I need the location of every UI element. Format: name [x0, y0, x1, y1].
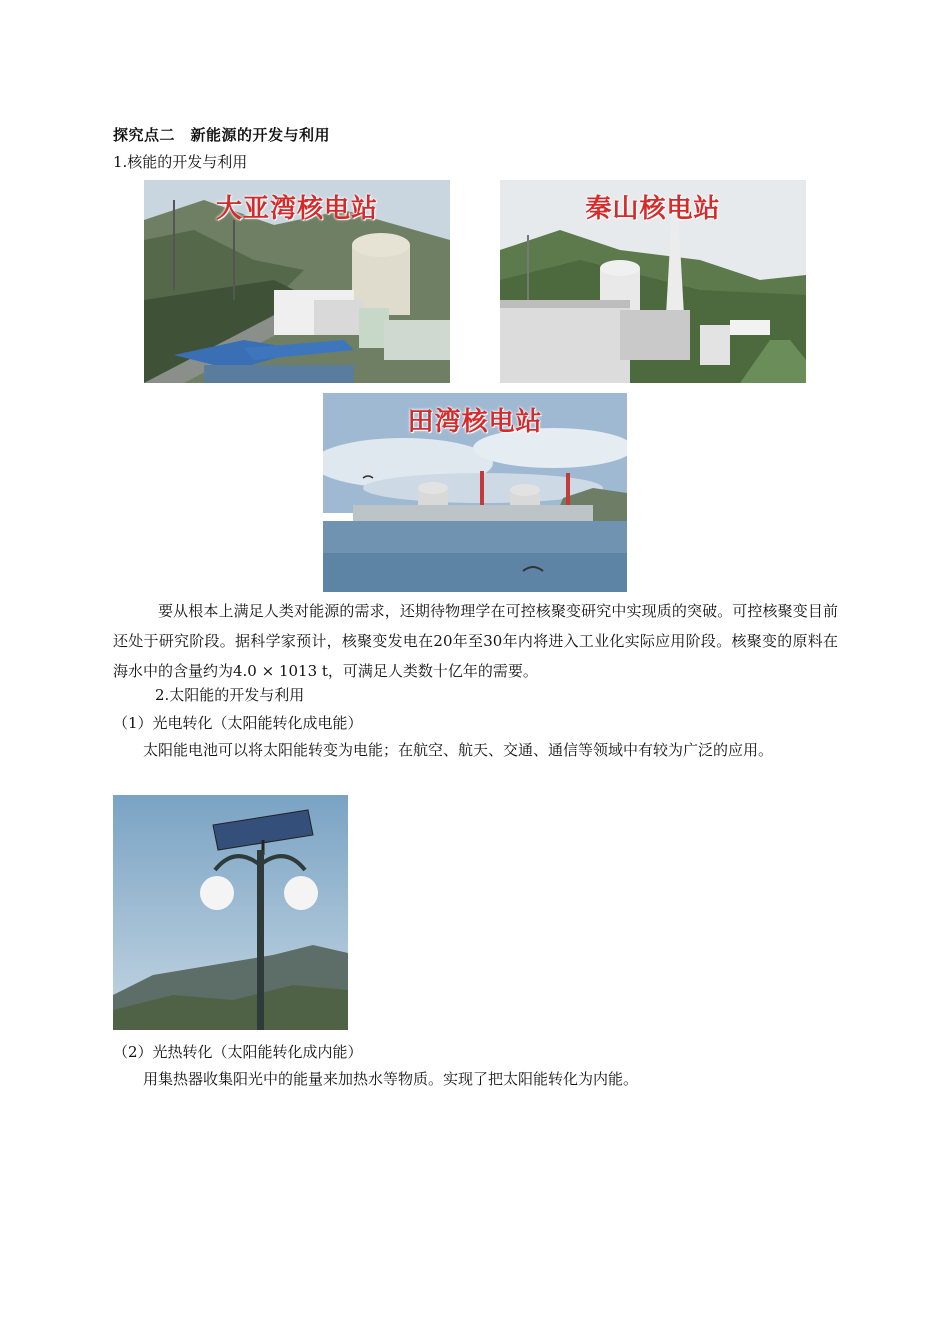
solar-subheading: 2.太阳能的开发与利用 [155, 686, 305, 704]
tianwan-caption: 田湾核电站 [407, 407, 543, 437]
photothermal-paragraph: 用集热器收集阳光中的能量来加热水等物质。实现了把太阳能转化为内能。 [143, 1070, 639, 1088]
solar-lamp-photo [113, 795, 348, 1030]
photovoltaic-title: （1）光电转化（太阳能转化成电能） [113, 714, 363, 732]
tianwan-photo [323, 393, 627, 592]
nuclear-subheading: 1.核能的开发与利用 [113, 153, 248, 171]
qinshan-caption: 秦山核电站 [585, 194, 721, 224]
nuclear-paragraph: 要从根本上满足人类对能源的需求，还期待物理学在可控核聚变研究中实现质的突破。可控核聚变目前还处于研究阶段。据科学家预计，核聚变发电在20年至30年内将进入工业化实际应用阶段。核聚变的原料在海水中的含量约为4.0 × 1013 t，可满足人类数十亿年的需要。 [113, 602, 838, 680]
photothermal-title: （2）光热转化（太阳能转化成内能） [113, 1043, 363, 1061]
daya-bay-photo [144, 180, 450, 383]
qinshan-photo [500, 180, 806, 383]
photovoltaic-paragraph: 太阳能电池可以将太阳能转变为电能；在航空、航天、交通、通信等领域中有较为广泛的应用。 [143, 741, 774, 759]
section-heading: 探究点二 新能源的开发与利用 [113, 126, 331, 144]
daya-bay-caption: 大亚湾核电站 [215, 194, 378, 224]
